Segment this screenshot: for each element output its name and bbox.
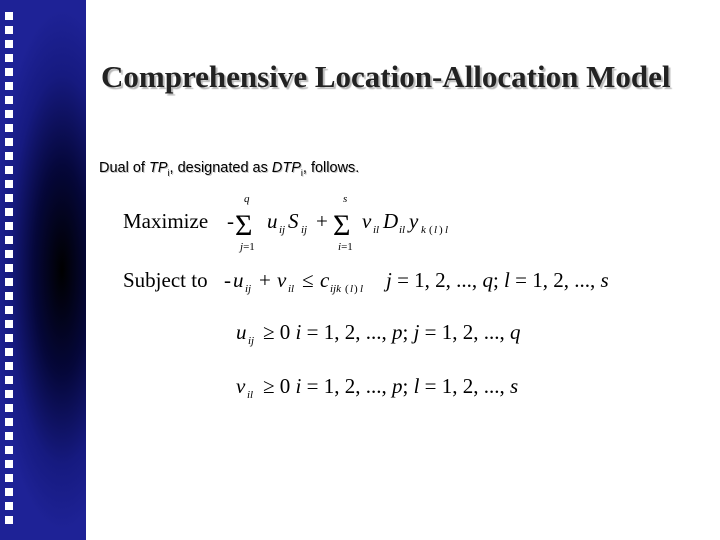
svg-text:i=1: i=1 <box>338 241 353 253</box>
svg-text:l: l <box>434 224 438 236</box>
svg-text:ijk: ijk <box>330 283 341 295</box>
subject-to-label: Subject to <box>123 268 208 292</box>
svg-text:ij: ij <box>279 224 286 236</box>
svg-text:Σ: Σ <box>333 209 351 242</box>
maximize-label: Maximize <box>123 209 209 233</box>
svg-text:il: il <box>247 389 254 401</box>
svg-text:-: - <box>227 209 234 233</box>
svg-text:u: u <box>236 320 247 344</box>
svg-text:S: S <box>288 209 299 233</box>
svg-text:v: v <box>277 268 287 292</box>
svg-text:l: l <box>350 283 354 295</box>
svg-text:j=1: j=1 <box>240 241 255 253</box>
svg-text:ij: ij <box>301 224 308 236</box>
svg-text:(: ( <box>345 283 349 295</box>
svg-text:≥ 0 i = 1, 2, ..., p; l = 1: ≥ 0 i = 1, 2, ..., p; l = 1, 2, ..., s <box>263 374 519 398</box>
svg-text:ij: ij <box>245 283 252 295</box>
svg-text:≥ 0 i = 1, 2, ..., p; j = 1: ≥ 0 i = 1, 2, ..., p; j = 1, 2, ..., q <box>263 320 521 344</box>
svg-text:ij: ij <box>248 335 255 347</box>
svg-text:l: l <box>445 224 449 236</box>
svg-text:s: s <box>343 193 348 205</box>
svg-text:u: u <box>233 268 244 292</box>
slide-title: Comprehensive Location-Allocation Model <box>101 59 671 94</box>
svg-text:(: ( <box>429 224 433 236</box>
svg-text:Σ: Σ <box>235 209 253 242</box>
svg-text:D: D <box>383 209 399 233</box>
svg-text:il: il <box>288 283 295 295</box>
svg-text:+: + <box>259 268 271 292</box>
svg-text:k: k <box>421 224 426 236</box>
svg-text:c: c <box>320 268 330 292</box>
svg-text:-: - <box>224 268 231 292</box>
svg-text:≤: ≤ <box>302 268 314 292</box>
svg-text:u: u <box>267 209 278 233</box>
svg-text:v: v <box>362 209 372 233</box>
svg-text:+: + <box>316 209 328 233</box>
svg-text:v: v <box>236 374 246 398</box>
svg-text:j = 1, 2, ..., q; l = 1, 2, .: j = 1, 2, ..., q; l = 1, 2, ..., s <box>386 268 609 292</box>
svg-text:il: il <box>373 224 380 236</box>
constraint-2 <box>236 320 521 347</box>
constraint-3 <box>236 374 518 401</box>
svg-text:y: y <box>409 209 419 233</box>
objective-function <box>123 193 448 253</box>
svg-text:l: l <box>360 283 364 295</box>
svg-text:): ) <box>354 283 358 295</box>
constraint-1 <box>123 268 609 295</box>
svg-text:q: q <box>244 193 250 205</box>
svg-text:): ) <box>439 224 443 236</box>
intro-text: Dual of $TP_i$, designated as $DTP_i$, follows. <box>99 160 360 178</box>
svg-text:il: il <box>399 224 406 236</box>
